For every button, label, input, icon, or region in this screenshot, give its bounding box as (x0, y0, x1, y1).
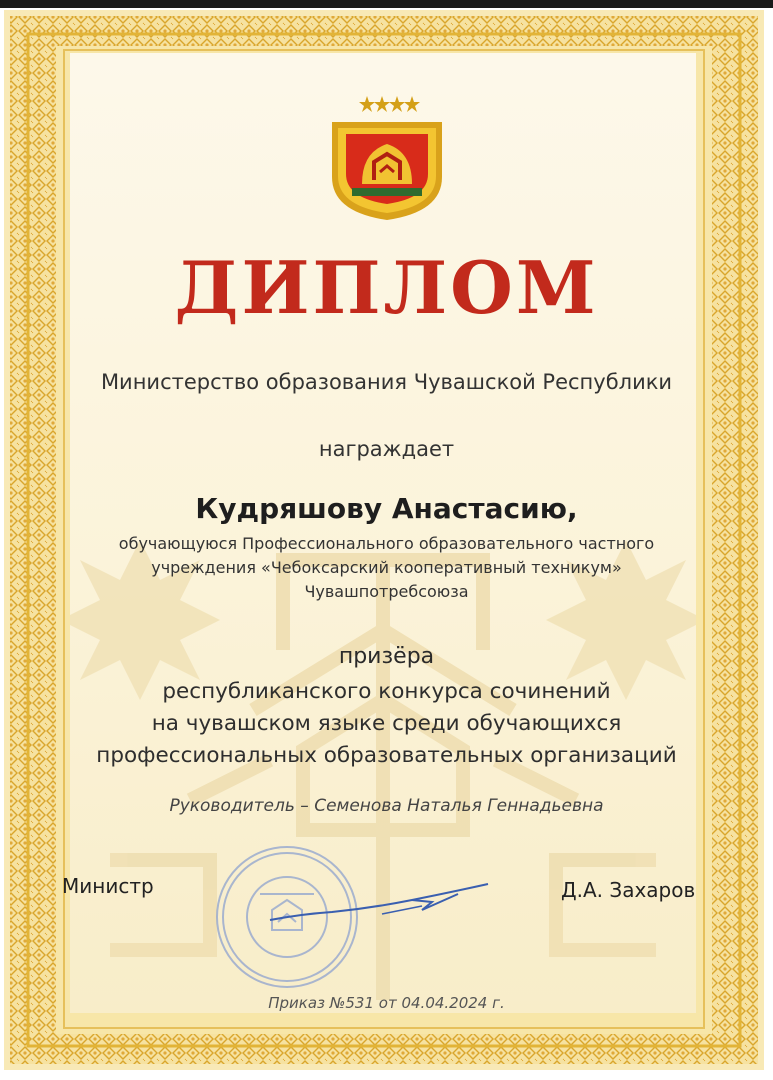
issuer-line: Министерство образования Чувашской Республики (100, 370, 673, 394)
contest-line-1: республиканского конкурса сочинений (162, 679, 611, 704)
institution-line-2: учреждения «Чебоксарский кооперативный техникум» (151, 558, 622, 577)
signatory-title: Министр (62, 874, 154, 898)
coat-of-arms-icon (322, 92, 452, 222)
contest-line-2: на чувашском языке среди обучающихся (151, 711, 622, 736)
order-line: Приказ №531 от 04.04.2024 г. (268, 994, 505, 1012)
signatory-name: Д.А. Захаров (561, 878, 696, 902)
recipient-name: Кудряшову Анастасию, (195, 492, 578, 525)
star-icon (359, 96, 420, 112)
institution-line-1: обучающуюся Профессионального образовательного частного (118, 534, 655, 553)
awards-verb: награждает (318, 437, 455, 461)
contest-line-3: профессиональных образовательных организаций (96, 743, 677, 768)
diploma-title: ДИПЛОМ (174, 245, 599, 330)
supervisor-line: Руководитель – Семенова Наталья Геннадьевна (169, 796, 604, 816)
place-title: призёра (338, 644, 435, 669)
signature-mark (262, 880, 502, 940)
institution-line-3: Чувашпотребсоюза (304, 582, 469, 601)
top-bar (0, 0, 773, 8)
